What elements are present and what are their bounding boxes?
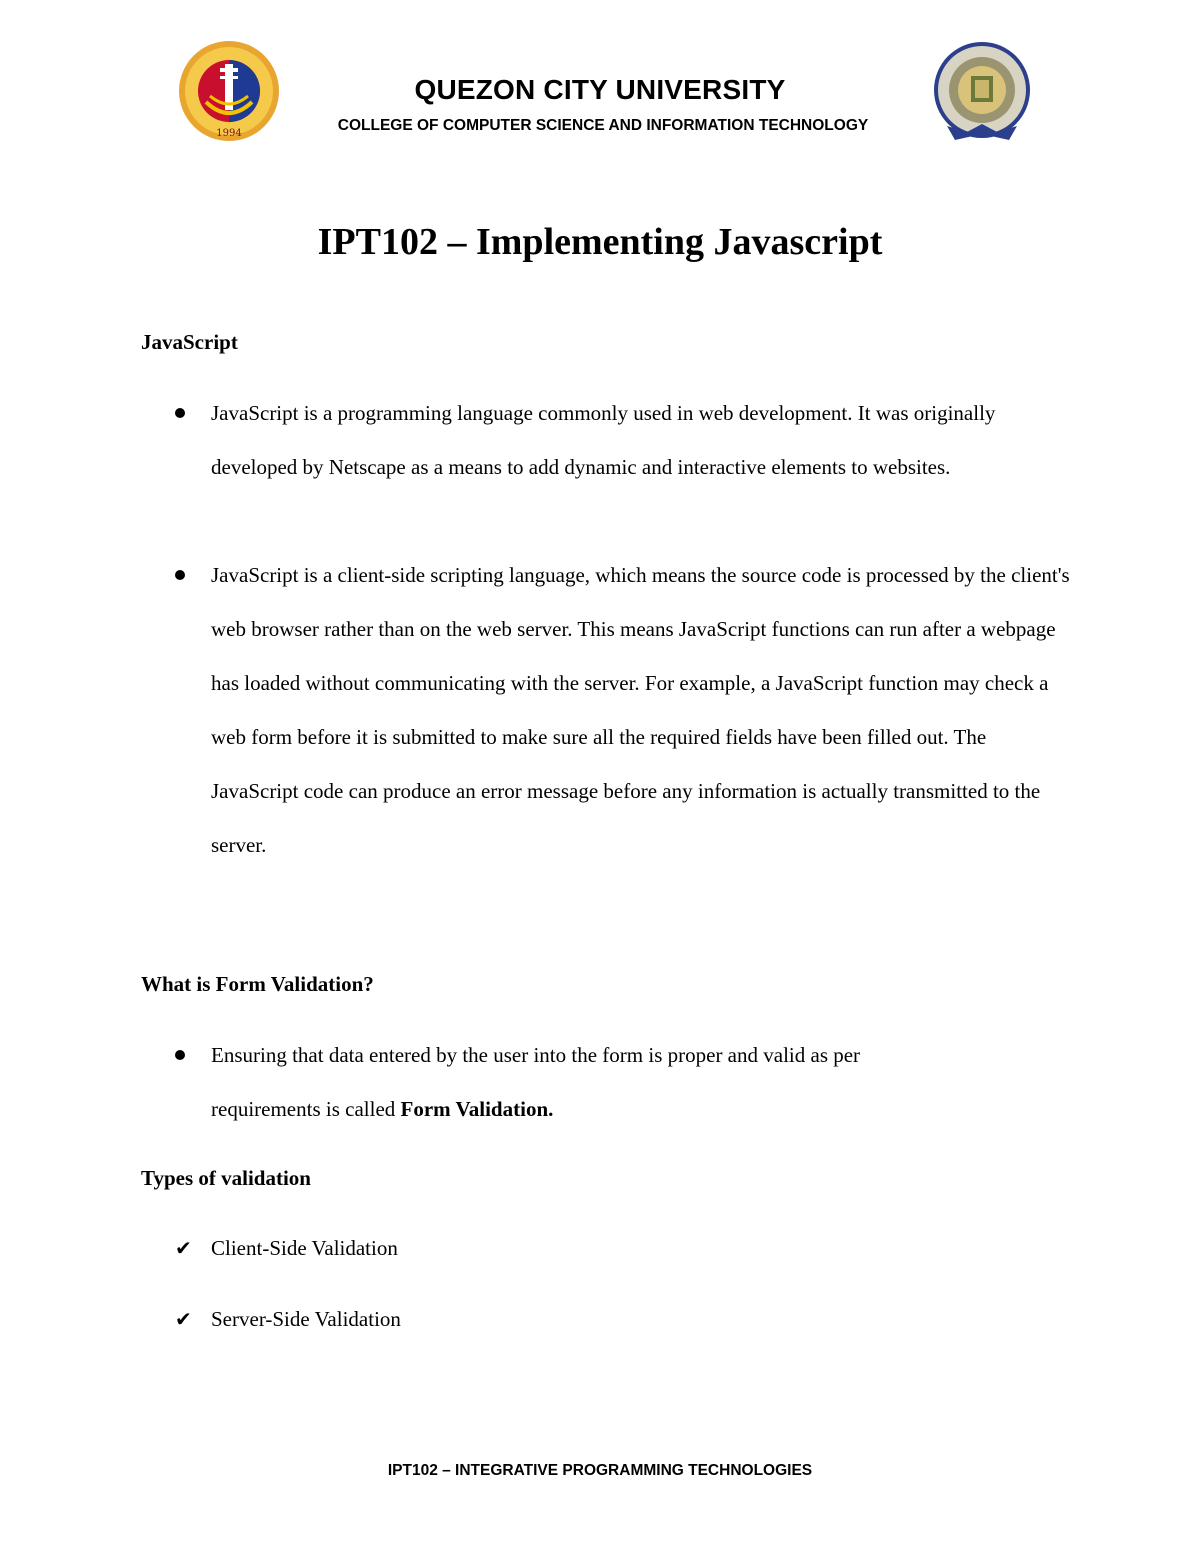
document-title: IPT102 – Implementing Javascript xyxy=(317,221,883,263)
list-item: Client-Side Validation xyxy=(211,1236,398,1260)
list-item: JavaScript is a programming language commonly used in web development. It was originally developed by Netscape as a means to add dynamic and interactive elements to websites. xyxy=(211,401,996,479)
section-heading-form-validation: What is Form Validation? xyxy=(141,972,374,996)
list-item: JavaScript is a client-side scripting language, which means the source code is processed by the client's web browser rather than on the web server. This means JavaScript functions can run after a webpage has loaded without communicating with the server. For example, a JavaScript function may check a web form before it is submitted to make sure all the required fields have been filled out. The JavaScript code can produce an error message before any information is actually transmitted to the server. xyxy=(211,563,1070,857)
bullet-icon xyxy=(175,570,185,580)
section-heading-javascript: JavaScript xyxy=(141,330,238,354)
college-name: COLLEGE OF COMPUTER SCIENCE AND INFORMATION TECHNOLOGY xyxy=(337,117,869,134)
list-item: Server-Side Validation xyxy=(211,1307,401,1331)
form-validation-text: Ensuring that data entered by the user into the form is proper and valid as per requirements is called xyxy=(211,1043,861,1121)
checkmark-icon: ✔ xyxy=(175,1236,192,1260)
university-name: QUEZON CITY UNIVERSITY xyxy=(414,74,786,105)
checkmark-icon: ✔ xyxy=(175,1307,192,1331)
bullet-icon xyxy=(175,1050,185,1060)
list-item xyxy=(211,1028,971,1136)
bullet-icon xyxy=(175,408,185,418)
svg-text:1994: 1994 xyxy=(216,128,242,139)
form-validation-term: Form Validation. xyxy=(400,1097,554,1121)
section-heading-types: Types of validation xyxy=(141,1166,311,1190)
page-footer: IPT102 – INTEGRATIVE PROGRAMMING TECHNOLOGIES xyxy=(387,1462,813,1479)
